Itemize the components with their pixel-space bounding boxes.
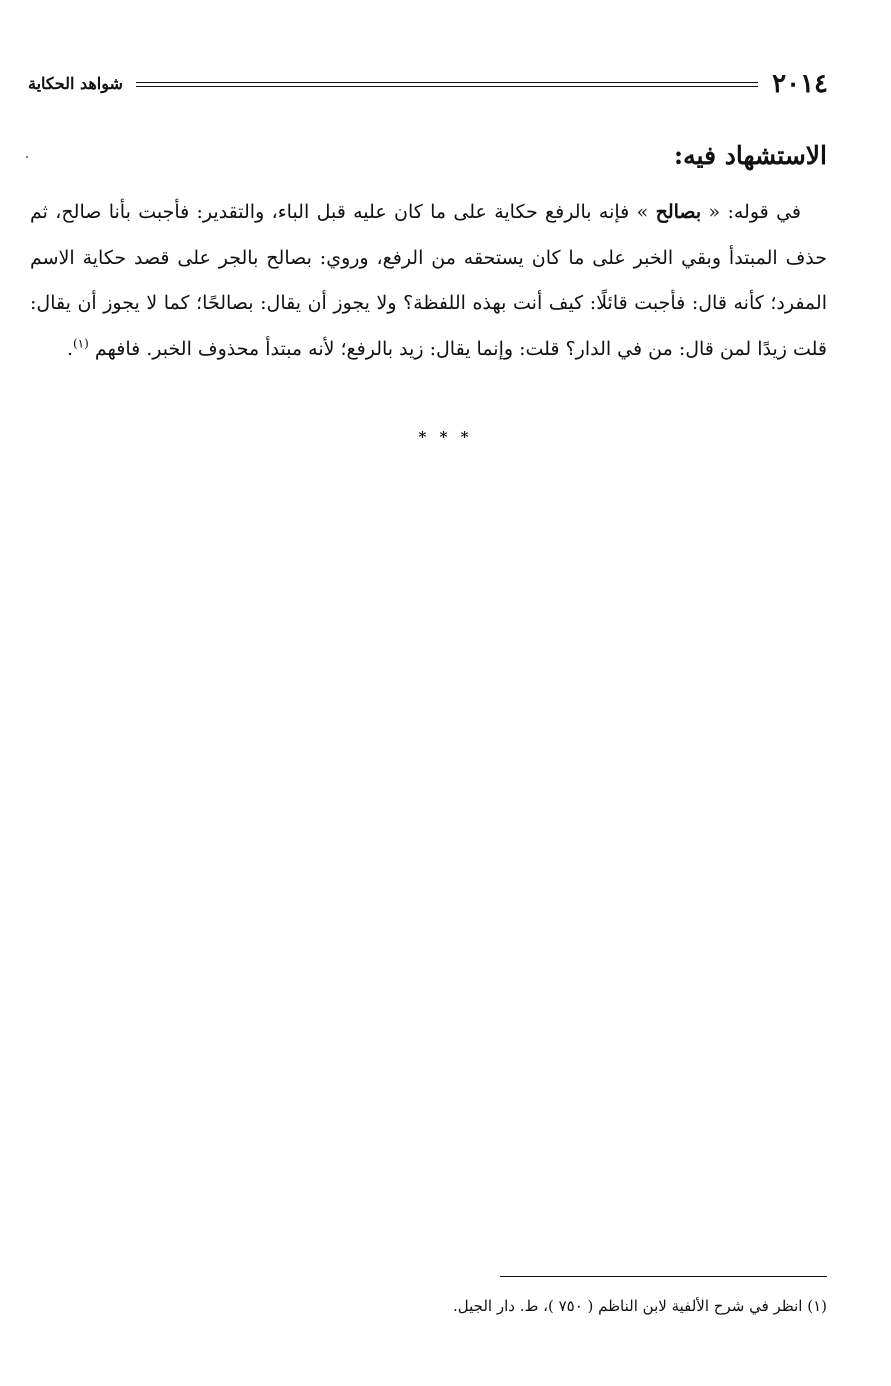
running-title: شواهد الحكاية <box>28 74 123 93</box>
page-header <box>28 66 828 102</box>
body-end: . <box>66 337 73 360</box>
body-intro: في قوله: « <box>708 201 801 223</box>
header-double-rule <box>136 82 758 87</box>
body-paragraph <box>30 190 827 372</box>
page-number: ٢٠١٤ <box>772 69 828 99</box>
footnote: (١) انظر في شرح الألفية لابن الناظم ( ٧٥٠ )، ط. دار الجيل. <box>453 1297 827 1315</box>
scan-speck <box>26 156 28 158</box>
section-separator: * * * <box>418 428 473 446</box>
footnote-rule <box>500 1276 827 1277</box>
section-heading: الاستشهاد فيه: <box>673 141 827 170</box>
quoted-word: بصالح <box>655 201 702 223</box>
footnote-reference[interactable]: (١) <box>72 336 89 351</box>
body-text: » فإنه بالرفع حكاية على ما كان عليه قبل الباء، والتقدير: فأجبت بأنا صالح، ثم حذف المبتدأ وبقي الخبر على ما كان يستحقه من الرفع، وروي: بصالح بالجر على قصد حكاية الاسم المفرد؛ كأنه قال: فأجبت قائلًا: كيف أنت بهذه اللفظة؟ ولا يجوز أن يقال: بصالحًا؛ كما لا يجوز أن يقال: قلت زيدًا لمن قال: من في الدار؟ قلت: وإنما يقال: زيد بالرفع؛ لأنه مبتدأ محذوف الخبر. فافهم <box>30 201 827 360</box>
